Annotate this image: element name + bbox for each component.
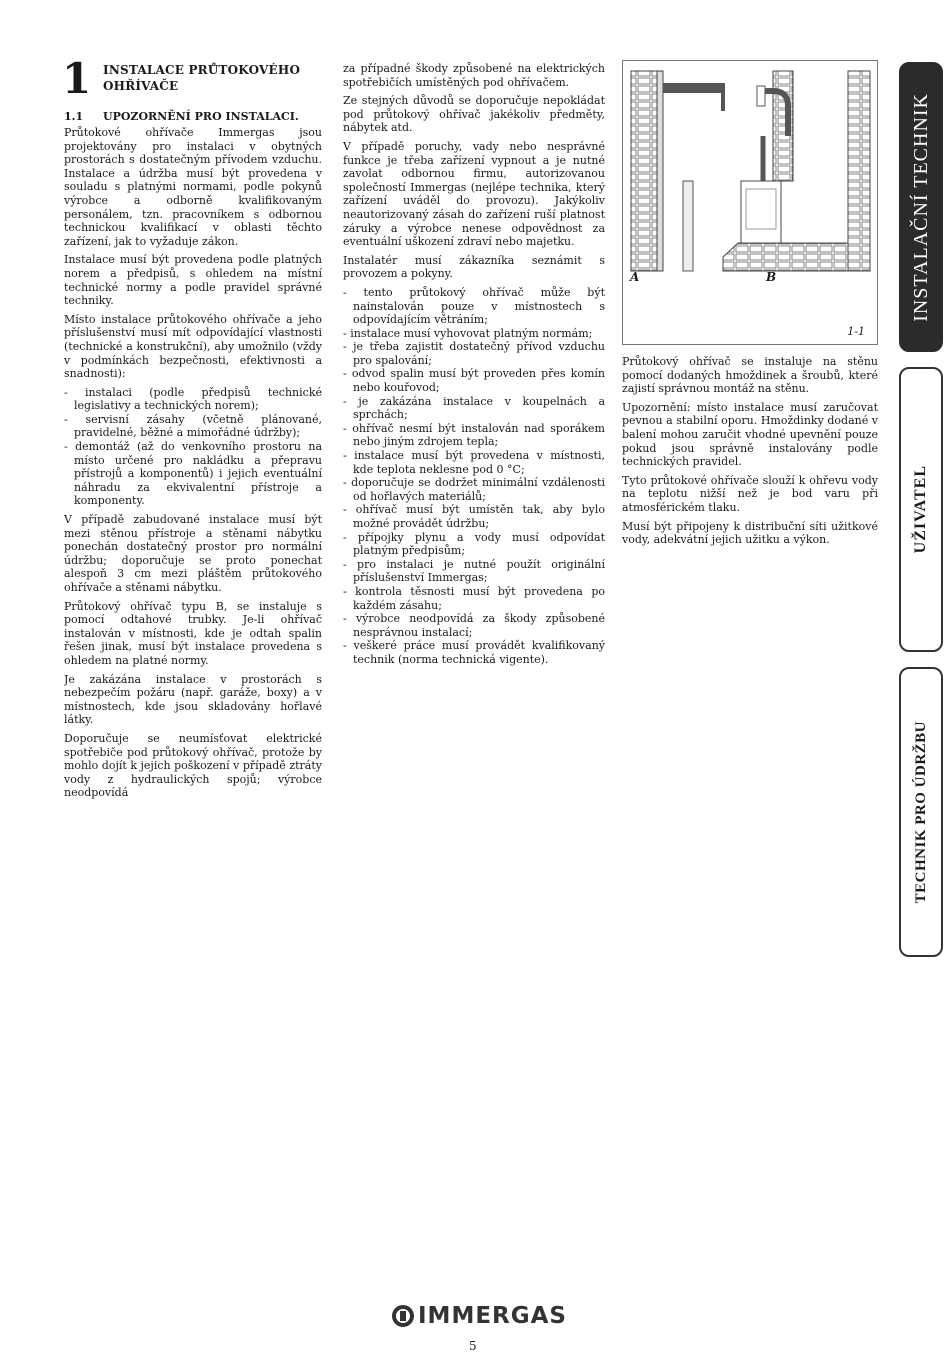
- tab-maintenance[interactable]: [899, 667, 943, 957]
- wall-left: [631, 71, 657, 271]
- paragraph: Instalace musí být provedena podle platných norem a předpisů, s ohledem na místní technické normy a podle pravidel správné techniky.: [64, 253, 322, 308]
- flue-hood: [663, 83, 725, 93]
- tab-user-label: UŽIVATEL: [912, 465, 929, 554]
- list-item: - instalace musí být provedena v místnosti, kde teplota neklesne pod 0 °C;: [343, 449, 605, 476]
- list-item: - odvod spalin musí být proveden přes komín nebo kouřovod;: [343, 367, 605, 395]
- list-item: - pro instalaci je nutné použít originální příslušenství Immergas;: [343, 557, 605, 585]
- bullet-list: [64, 386, 322, 508]
- section-title: UPOZORNĚNÍ PRO INSTALACI.: [102, 110, 299, 123]
- paragraph: Místo instalace průtokového ohřívače a jeho příslušenství musí mít odpovídající vlastnosti (technické a konstrukční), aby umožnilo (vždy v podmínkách bezpečnosti, efektivnosti a snadnosti):: [64, 312, 322, 381]
- list-item: - výrobce neodpovídá za škody způsobené nesprávnou instalací;: [343, 612, 605, 639]
- list-item: - doporučuje se dodržet minimální vzdálenosti od hořlavých materiálů;: [343, 476, 605, 503]
- floor: [723, 243, 848, 271]
- list-item: - kontrola těsnosti musí být provedena po každém zásahu;: [343, 584, 605, 612]
- paragraph: Tyto průtokové ohřívače slouží k ohřevu vody na teplotu nižší než je bod varu při atmosférickém tlaku.: [622, 473, 878, 514]
- wall-right: [848, 71, 870, 271]
- paragraph: Musí být připojeny k distribuční síti užitkové vody, adekvátní jejich užitku a výkon.: [622, 519, 878, 547]
- list-item: - ohřívač musí být umístěn tak, aby bylo možné provádět údržbu;: [343, 503, 605, 530]
- paragraph: Průtokové ohřívače Immergas jsou projektovány pro instalaci v obytných prostorách s dostatečným přívodem vzduchu. Instalace a údržba musí být provedena v souladu s platnými normami, podle pokynů výrobce a odborně kvalifikovaným personálem, tzn. pracovníkem s odbornou technickou kvalifikací v oblasti těchto zařízení, jak to vyžaduje zákon.: [64, 126, 322, 248]
- list-item: - tento průtokový ohřívač může být nainstalován pouze v místnostech s odpovídajícím větráním;: [343, 285, 605, 327]
- paragraph: Je zakázána instalace v prostorách s nebezpečím požáru (např. garáže, boxy) a v místnostech, kde jsou skladovány hořlavé látky.: [64, 672, 322, 727]
- installation-diagram: [623, 61, 877, 344]
- appliance-a: [683, 181, 693, 271]
- tab-maintenance-label: TECHNIK PRO ÚDRŽBU: [912, 720, 929, 904]
- chapter-title: INSTALACE PRŮTOKOVÉHO OHŘÍVAČE: [103, 63, 301, 93]
- list-item: - instalaci (podle předpisů technické legislativy a technických norem);: [64, 385, 322, 413]
- text-column-3: [622, 355, 878, 845]
- list-item: - demontáž (až do venkovního prostoru na místo určené pro nakládku a přepravu přístrojů a komponentů) i jejich eventuální náhradu za ekvivalentní přístroje a komponenty.: [64, 440, 322, 508]
- logo-text: IMMERGAS: [418, 1303, 567, 1329]
- tab-user[interactable]: [899, 367, 943, 652]
- appliance-b: [741, 181, 781, 243]
- list-item: - ohřívač nesmí být instalován nad sporákem nebo jiným zdrojem tepla;: [343, 421, 605, 449]
- paragraph: Ze stejných důvodů se doporučuje nepokládat pod průtokový ohřívač jakékoliv předměty, nábytek atd.: [343, 94, 605, 135]
- section-number: 1.1: [64, 110, 84, 123]
- immergas-logo: [392, 1303, 567, 1329]
- figure-caption: 1-1: [847, 325, 865, 338]
- paragraph: Průtokový ohřívač typu B, se instaluje s pomocí odtahové trubky. Je-li ohřívač instalován v místnosti, kde je odtah spalin řešen jinak, musí být instalace provedena s ohledem na platné normy.: [64, 599, 322, 667]
- tab-installer-label: INSTALAČNÍ TECHNIK: [909, 92, 932, 322]
- list-item: - je zakázána instalace v koupelnách a sprchách;: [343, 394, 605, 422]
- paragraph: V případě zabudované instalace musí být mezi stěnou přístroje a stěnami nábytku ponechán dostatečný prostor pro normální údržbu; doporučuje se proto ponechat alespoň 3 cm mezi pláštěm průtokového ohřívače a stěnami nábytku.: [64, 513, 322, 594]
- chapter-number: 1: [62, 54, 92, 103]
- paragraph: Doporučuje se neumísťovat elektrické spotřebiče pod průtokový ohřívač, protože by mohlo dojít k jejich poškození v případě ztráty vody z hydraulických spojů; výrobce neodpovídá: [64, 731, 322, 800]
- text-column-1: [64, 126, 322, 1256]
- list-item: - veškeré práce musí provádět kvalifikovaný technik (norma technická vigente).: [343, 639, 605, 666]
- list-item: - přípojky plynu a vody musí odpovídat platným předpisům;: [343, 530, 605, 558]
- logo-mark-icon: [392, 1305, 414, 1327]
- list-item: - instalace musí vyhovovat platným normám;: [343, 326, 593, 340]
- paragraph: Průtokový ohřívač se instaluje na stěnu pomocí dodaných hmoždinek a šroubů, které zajistí správnou montáž na stěnu.: [622, 355, 878, 396]
- section-heading: [64, 110, 315, 123]
- paragraph: Upozornění: místo instalace musí zaručovat pevnou a stabilní oporu. Hmoždinky dodané v balení mohou zaručit vhodné upevnění pouze pokud jsou správně instalovány podle technických pravidel.: [622, 400, 878, 469]
- paragraph: V případě poruchy, vady nebo nesprávné funkce je třeba zařízení vypnout a je nutné zavolat odbornou firmu, autorizovanou společností Immergas (nejlépe technika, který zařízení uváděl do provozu). Jakýkoliv neautorizovaný zásah do zařízení ruší platnost záruky a výrobce nenese odpovědnost za eventuální uškození zdraví nebo majetku.: [343, 139, 605, 249]
- bullet-list: [343, 286, 605, 667]
- text-column-2: [343, 62, 605, 1012]
- list-item: - servisní zásahy (včetně plánované, pravidelné, běžné a mimořádné údržby);: [64, 412, 322, 440]
- figure-label-b: B: [766, 270, 778, 284]
- list-item: - je třeba zajistit dostatečný přívod vzduchu pro spalování;: [343, 340, 605, 367]
- page-number: 5: [469, 1339, 477, 1353]
- figure-label-a: A: [630, 270, 641, 284]
- installation-figure: [622, 60, 878, 345]
- tab-installer[interactable]: [899, 62, 943, 352]
- paragraph: za případné škody způsobené na elektrických spotřebičích umístěných pod ohřívačem.: [343, 62, 605, 89]
- paragraph: Instalatér musí zákazníka seznámit s provozem a pokyny.: [343, 253, 605, 281]
